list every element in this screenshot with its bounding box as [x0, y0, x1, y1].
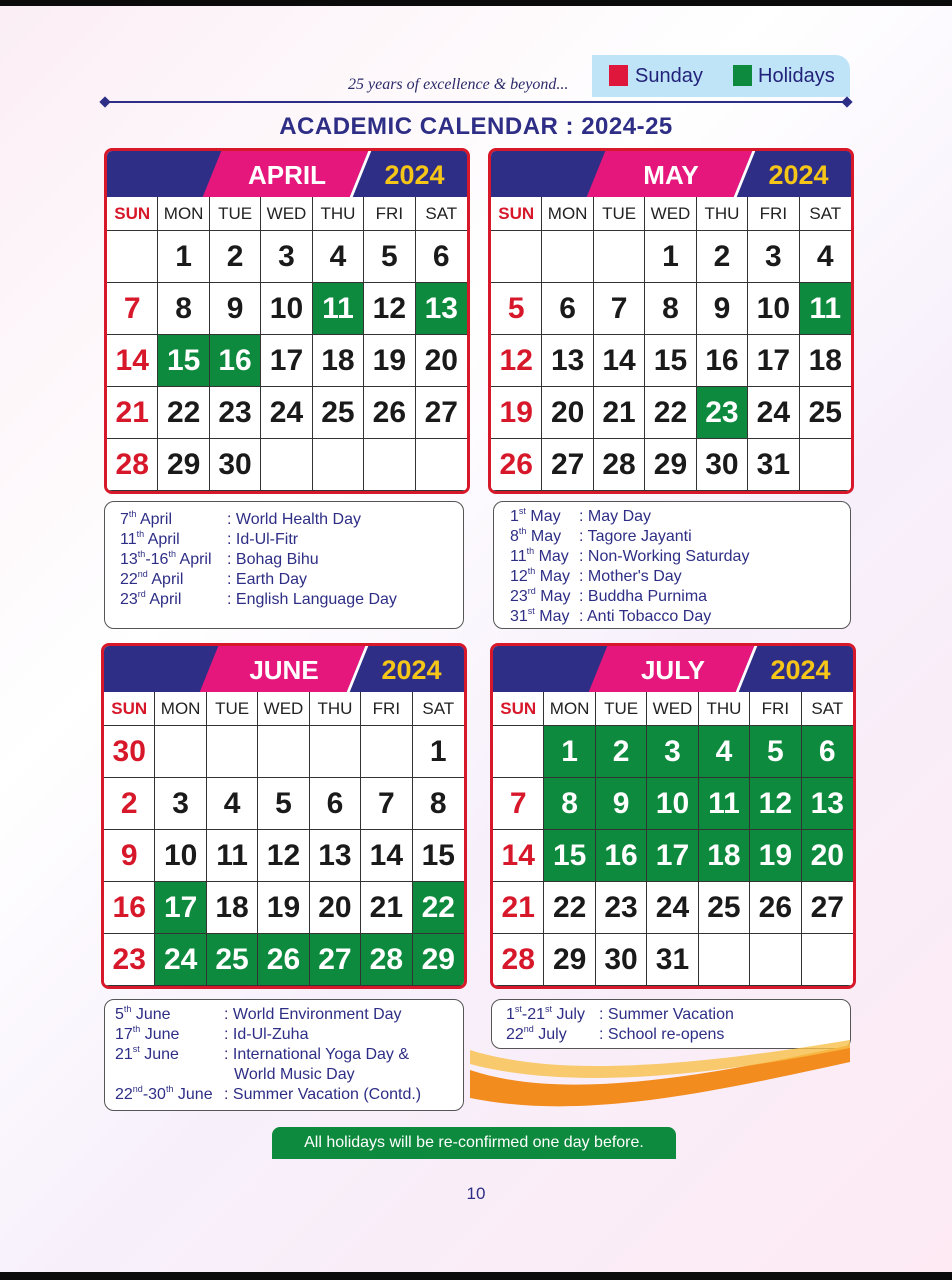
- date-cell: 30: [210, 439, 261, 491]
- note-row: [506, 1005, 585, 1024]
- note-month: May: [534, 608, 570, 625]
- note-row: [120, 590, 181, 609]
- note-sup: th: [123, 1004, 132, 1014]
- sunday-legend-label: Sunday: [635, 65, 703, 87]
- note-sup: nd: [132, 1084, 143, 1094]
- weekday-header: WED: [645, 197, 696, 231]
- date-cell: 21: [493, 882, 544, 934]
- weekday-header: THU: [697, 197, 748, 231]
- note-month: May: [526, 528, 562, 545]
- date-cell: 24: [155, 934, 206, 986]
- weekday-header: SUN: [491, 197, 542, 231]
- note-event: : Earth Day: [227, 571, 308, 588]
- month-header: [493, 646, 853, 692]
- page-title: ACADEMIC CALENDAR : 2024-25: [279, 113, 673, 140]
- date-cell: 6: [542, 283, 593, 335]
- note-sup: st: [518, 506, 526, 516]
- note-row: [510, 527, 561, 546]
- note-sup: th: [527, 566, 536, 576]
- date-cell: 22: [645, 387, 696, 439]
- date-cell: 6: [416, 231, 467, 283]
- date-cell: 2: [697, 231, 748, 283]
- rule-end-right: [841, 96, 852, 107]
- empty-date-cell: [207, 726, 258, 778]
- note-event: : Anti Tobacco Day: [579, 608, 712, 625]
- note-month: April: [145, 591, 182, 608]
- date-cell: 4: [207, 778, 258, 830]
- empty-date-cell: [261, 439, 312, 491]
- month-name: MAY: [643, 160, 699, 190]
- note-month: July: [533, 1026, 567, 1043]
- june-holiday-notes: [104, 999, 464, 1111]
- note-month: April: [175, 551, 212, 568]
- date-cell: 20: [310, 882, 361, 934]
- empty-date-cell: [594, 231, 645, 283]
- month-header: [104, 646, 464, 692]
- calendar-april: [104, 148, 470, 494]
- note-month: April: [144, 531, 180, 548]
- note-day: 12: [510, 568, 528, 585]
- date-cell: 30: [596, 934, 647, 986]
- note-row: [120, 570, 183, 589]
- date-cell: 5: [491, 283, 542, 335]
- date-cell: 12: [750, 778, 801, 830]
- header-rule: [104, 101, 848, 103]
- note-day: 23: [120, 591, 138, 608]
- note-event: : School re-opens: [599, 1026, 725, 1043]
- date-cell: 14: [493, 830, 544, 882]
- date-cell: 3: [261, 231, 312, 283]
- date-cell: 24: [647, 882, 698, 934]
- date-cell: 21: [361, 882, 412, 934]
- empty-date-cell: [491, 231, 542, 283]
- empty-date-cell: [750, 934, 801, 986]
- note-event: : Mother's Day: [579, 568, 682, 585]
- note-day: 1: [506, 1006, 515, 1023]
- weekday-header: SAT: [802, 692, 853, 726]
- note-event: : May Day: [579, 508, 652, 525]
- decorative-swoosh: [470, 1040, 850, 1120]
- note-month: June: [131, 1006, 171, 1023]
- month-year: 2024: [770, 655, 831, 685]
- month-year: 2024: [768, 160, 829, 190]
- date-cell: 17: [647, 830, 698, 882]
- note-day: 31: [510, 608, 528, 625]
- date-cell: 11: [313, 283, 364, 335]
- date-cell: 27: [542, 439, 593, 491]
- date-cell: 20: [802, 830, 853, 882]
- note-range: -21: [521, 1006, 546, 1023]
- date-cell: 10: [261, 283, 312, 335]
- note-day: 13: [120, 551, 138, 568]
- date-cell: 13: [416, 283, 467, 335]
- sunday-swatch: [609, 65, 628, 86]
- date-cell: 3: [647, 726, 698, 778]
- date-cell: 23: [596, 882, 647, 934]
- note-sup: rd: [137, 589, 146, 599]
- note-month: April: [136, 511, 172, 528]
- date-cell: 12: [258, 830, 309, 882]
- calendar-july: [490, 643, 856, 989]
- date-cell: 27: [310, 934, 361, 986]
- note-row: [115, 1025, 179, 1044]
- empty-date-cell: [699, 934, 750, 986]
- date-cell: 28: [107, 439, 158, 491]
- date-cell: 25: [313, 387, 364, 439]
- date-cell: 1: [413, 726, 464, 778]
- date-cell: 17: [261, 335, 312, 387]
- date-cell: 5: [750, 726, 801, 778]
- date-cell: 13: [310, 830, 361, 882]
- note-row: [115, 1005, 171, 1024]
- top-edge-bar: [0, 0, 952, 6]
- note-sup: th: [136, 529, 145, 539]
- date-cell: 27: [416, 387, 467, 439]
- weekday-header: MON: [155, 692, 206, 726]
- note-sup: th: [526, 546, 535, 556]
- note-event: : Buddha Purnima: [579, 588, 708, 605]
- note-row: [120, 530, 180, 549]
- weekday-header: TUE: [596, 692, 647, 726]
- date-cell: 29: [158, 439, 209, 491]
- date-cell: 10: [647, 778, 698, 830]
- date-cell: 5: [364, 231, 415, 283]
- empty-date-cell: [361, 726, 412, 778]
- weekday-header: MON: [542, 197, 593, 231]
- month-name: JUNE: [249, 655, 319, 685]
- weekday-header: TUE: [594, 197, 645, 231]
- weekday-header: THU: [699, 692, 750, 726]
- date-cell: 21: [107, 387, 158, 439]
- note-event: : Id-Ul-Fitr: [227, 531, 299, 548]
- date-cell: 16: [104, 882, 155, 934]
- date-cell: 28: [493, 934, 544, 986]
- note-sup: th: [132, 1024, 141, 1034]
- date-cell: 18: [699, 830, 750, 882]
- page-number: 10: [466, 1184, 486, 1203]
- date-cell: 28: [594, 439, 645, 491]
- date-cell: 9: [104, 830, 155, 882]
- date-cell: 6: [310, 778, 361, 830]
- weekday-header: THU: [313, 197, 364, 231]
- calendar-grid: [491, 197, 851, 491]
- calendar-grid: [104, 692, 464, 986]
- date-cell: 29: [544, 934, 595, 986]
- date-cell: 14: [594, 335, 645, 387]
- weekday-header: FRI: [364, 197, 415, 231]
- note-day: 7: [120, 511, 129, 528]
- note-day: 1: [510, 508, 519, 525]
- date-cell: 8: [413, 778, 464, 830]
- date-cell: 6: [802, 726, 853, 778]
- note-row: [510, 507, 561, 526]
- note-row: [510, 567, 570, 586]
- note-sup: nd: [137, 569, 148, 579]
- note-day: 22: [120, 571, 138, 588]
- rule-end-left: [99, 96, 110, 107]
- date-cell: 2: [210, 231, 261, 283]
- note-sup: nd: [523, 1024, 534, 1034]
- date-cell: 4: [313, 231, 364, 283]
- weekday-header: TUE: [210, 197, 261, 231]
- note-sup: st: [132, 1044, 140, 1054]
- date-cell: 20: [542, 387, 593, 439]
- weekday-header: WED: [261, 197, 312, 231]
- date-cell: 11: [800, 283, 851, 335]
- note-event: : World Health Day: [227, 511, 361, 528]
- weekday-header: SUN: [107, 197, 158, 231]
- date-cell: 12: [491, 335, 542, 387]
- note-month: July: [552, 1006, 585, 1023]
- date-cell: 9: [596, 778, 647, 830]
- date-cell: 31: [647, 934, 698, 986]
- empty-date-cell: [258, 726, 309, 778]
- note-month: May: [535, 588, 571, 605]
- holiday-swatch: [733, 65, 752, 86]
- note-event: : International Yoga Day &: [224, 1046, 410, 1063]
- date-cell: 19: [364, 335, 415, 387]
- date-cell: 22: [158, 387, 209, 439]
- date-cell: 30: [697, 439, 748, 491]
- date-cell: 30: [104, 726, 155, 778]
- note-row: [115, 1085, 213, 1104]
- date-cell: 19: [258, 882, 309, 934]
- empty-date-cell: [493, 726, 544, 778]
- note-sup: th: [518, 526, 527, 536]
- note-month: May: [534, 548, 569, 565]
- date-cell: 4: [699, 726, 750, 778]
- note-event-continued: World Music Day: [234, 1066, 355, 1083]
- date-cell: 29: [645, 439, 696, 491]
- date-cell: 2: [104, 778, 155, 830]
- date-cell: 26: [491, 439, 542, 491]
- note-day: 8: [510, 528, 519, 545]
- date-cell: 26: [364, 387, 415, 439]
- date-cell: 25: [800, 387, 851, 439]
- note-row: [510, 547, 569, 566]
- weekday-header: SAT: [800, 197, 851, 231]
- date-cell: 26: [258, 934, 309, 986]
- weekday-header: TUE: [207, 692, 258, 726]
- date-cell: 1: [645, 231, 696, 283]
- calendar-grid: [493, 692, 853, 986]
- date-cell: 15: [158, 335, 209, 387]
- weekday-header: WED: [258, 692, 309, 726]
- holiday-confirmation-note: All holidays will be re-confirmed one day before.: [272, 1127, 676, 1159]
- weekday-header: SUN: [493, 692, 544, 726]
- date-cell: 18: [313, 335, 364, 387]
- note-event: : English Language Day: [227, 591, 397, 608]
- date-cell: 7: [594, 283, 645, 335]
- note-month: May: [525, 508, 561, 525]
- date-cell: 4: [800, 231, 851, 283]
- date-cell: 7: [493, 778, 544, 830]
- date-cell: 16: [697, 335, 748, 387]
- date-cell: 8: [158, 283, 209, 335]
- note-day: 22: [115, 1086, 133, 1103]
- date-cell: 7: [361, 778, 412, 830]
- note-row: [510, 607, 569, 626]
- date-cell: 28: [361, 934, 412, 986]
- date-cell: 5: [258, 778, 309, 830]
- note-row: [120, 550, 212, 569]
- note-row: [510, 587, 570, 606]
- note-day: 5: [115, 1006, 124, 1023]
- date-cell: 15: [544, 830, 595, 882]
- date-cell: 8: [645, 283, 696, 335]
- date-cell: 25: [207, 934, 258, 986]
- empty-date-cell: [313, 439, 364, 491]
- calendar-grid: [107, 197, 467, 491]
- date-cell: 9: [210, 283, 261, 335]
- empty-date-cell: [802, 934, 853, 986]
- note-event: : Id-Ul-Zuha: [224, 1026, 309, 1043]
- empty-date-cell: [364, 439, 415, 491]
- date-cell: 16: [596, 830, 647, 882]
- note-sup: th: [128, 509, 137, 519]
- weekday-header: FRI: [361, 692, 412, 726]
- note-day: 21: [115, 1046, 133, 1063]
- note-event: : World Environment Day: [224, 1006, 402, 1023]
- note-day: 11: [120, 531, 137, 548]
- empty-date-cell: [800, 439, 851, 491]
- date-cell: 29: [413, 934, 464, 986]
- note-month: May: [535, 568, 570, 585]
- date-cell: 23: [104, 934, 155, 986]
- note-row: [120, 510, 172, 529]
- calendar-june: [101, 643, 467, 989]
- note-range: -16: [145, 551, 169, 568]
- date-cell: 23: [210, 387, 261, 439]
- note-day: 11: [510, 548, 527, 565]
- date-cell: 24: [748, 387, 799, 439]
- date-cell: 3: [155, 778, 206, 830]
- note-month: June: [173, 1086, 213, 1103]
- empty-date-cell: [310, 726, 361, 778]
- weekday-header: SAT: [413, 692, 464, 726]
- note-event: : Summer Vacation (Contd.): [224, 1086, 422, 1103]
- empty-date-cell: [155, 726, 206, 778]
- weekday-header: FRI: [748, 197, 799, 231]
- note-sup: rd: [527, 586, 536, 596]
- date-cell: 15: [413, 830, 464, 882]
- date-cell: 18: [800, 335, 851, 387]
- date-cell: 19: [750, 830, 801, 882]
- note-day: 22: [506, 1026, 524, 1043]
- month-name: JULY: [640, 655, 706, 685]
- date-cell: 1: [158, 231, 209, 283]
- date-cell: 10: [155, 830, 206, 882]
- date-cell: 10: [748, 283, 799, 335]
- empty-date-cell: [107, 231, 158, 283]
- note-event: : Non-Working Saturday: [579, 548, 750, 565]
- date-cell: 3: [748, 231, 799, 283]
- note-sup: st: [527, 606, 535, 616]
- weekday-header: SAT: [416, 197, 467, 231]
- date-cell: 13: [542, 335, 593, 387]
- date-cell: 27: [802, 882, 853, 934]
- month-name: APRIL: [248, 160, 326, 190]
- note-range: -30: [142, 1086, 166, 1103]
- note-event: : Bohag Bihu: [227, 551, 319, 568]
- weekday-header: WED: [647, 692, 698, 726]
- date-cell: 8: [544, 778, 595, 830]
- note-row: [115, 1045, 179, 1064]
- date-cell: 22: [544, 882, 595, 934]
- date-cell: 1: [544, 726, 595, 778]
- date-cell: 9: [697, 283, 748, 335]
- date-cell: 20: [416, 335, 467, 387]
- note-event: : Summer Vacation: [599, 1006, 734, 1023]
- tagline: 25 years of excellence & beyond...: [348, 76, 569, 93]
- note-day: 23: [510, 588, 528, 605]
- date-cell: 7: [107, 283, 158, 335]
- date-cell: 25: [699, 882, 750, 934]
- april-holiday-notes: [104, 501, 464, 629]
- date-cell: 13: [802, 778, 853, 830]
- date-cell: 16: [210, 335, 261, 387]
- month-year: 2024: [381, 655, 442, 685]
- date-cell: 18: [207, 882, 258, 934]
- note-sup: th: [165, 1084, 174, 1094]
- weekday-header: THU: [310, 692, 361, 726]
- note-month: April: [147, 571, 184, 588]
- note-sup: th: [168, 549, 176, 559]
- date-cell: 15: [645, 335, 696, 387]
- note-event: : Tagore Jayanti: [579, 528, 692, 545]
- date-cell: 19: [491, 387, 542, 439]
- note-sup: st: [514, 1004, 522, 1014]
- weekday-header: SUN: [104, 692, 155, 726]
- note-day: 17: [115, 1026, 133, 1043]
- calendar-may: [488, 148, 854, 494]
- month-header: [491, 151, 851, 197]
- legend: [592, 55, 850, 97]
- date-cell: 17: [748, 335, 799, 387]
- date-cell: 14: [361, 830, 412, 882]
- date-cell: 26: [750, 882, 801, 934]
- note-month: June: [139, 1046, 179, 1063]
- date-cell: 12: [364, 283, 415, 335]
- date-cell: 21: [594, 387, 645, 439]
- date-cell: 23: [697, 387, 748, 439]
- date-cell: 24: [261, 387, 312, 439]
- may-holiday-notes: [493, 501, 851, 629]
- date-cell: 31: [748, 439, 799, 491]
- date-cell: 11: [207, 830, 258, 882]
- note-sup: st: [545, 1004, 553, 1014]
- month-year: 2024: [384, 160, 445, 190]
- date-cell: 22: [413, 882, 464, 934]
- weekday-header: MON: [158, 197, 209, 231]
- empty-date-cell: [542, 231, 593, 283]
- weekday-header: MON: [544, 692, 595, 726]
- weekday-header: FRI: [750, 692, 801, 726]
- empty-date-cell: [416, 439, 467, 491]
- month-header: [107, 151, 467, 197]
- date-cell: 14: [107, 335, 158, 387]
- note-sup: th: [137, 549, 146, 559]
- note-month: June: [140, 1026, 180, 1043]
- date-cell: 2: [596, 726, 647, 778]
- bottom-edge-bar: [0, 1272, 952, 1280]
- date-cell: 11: [699, 778, 750, 830]
- holidays-legend-label: Holidays: [758, 65, 835, 87]
- date-cell: 17: [155, 882, 206, 934]
